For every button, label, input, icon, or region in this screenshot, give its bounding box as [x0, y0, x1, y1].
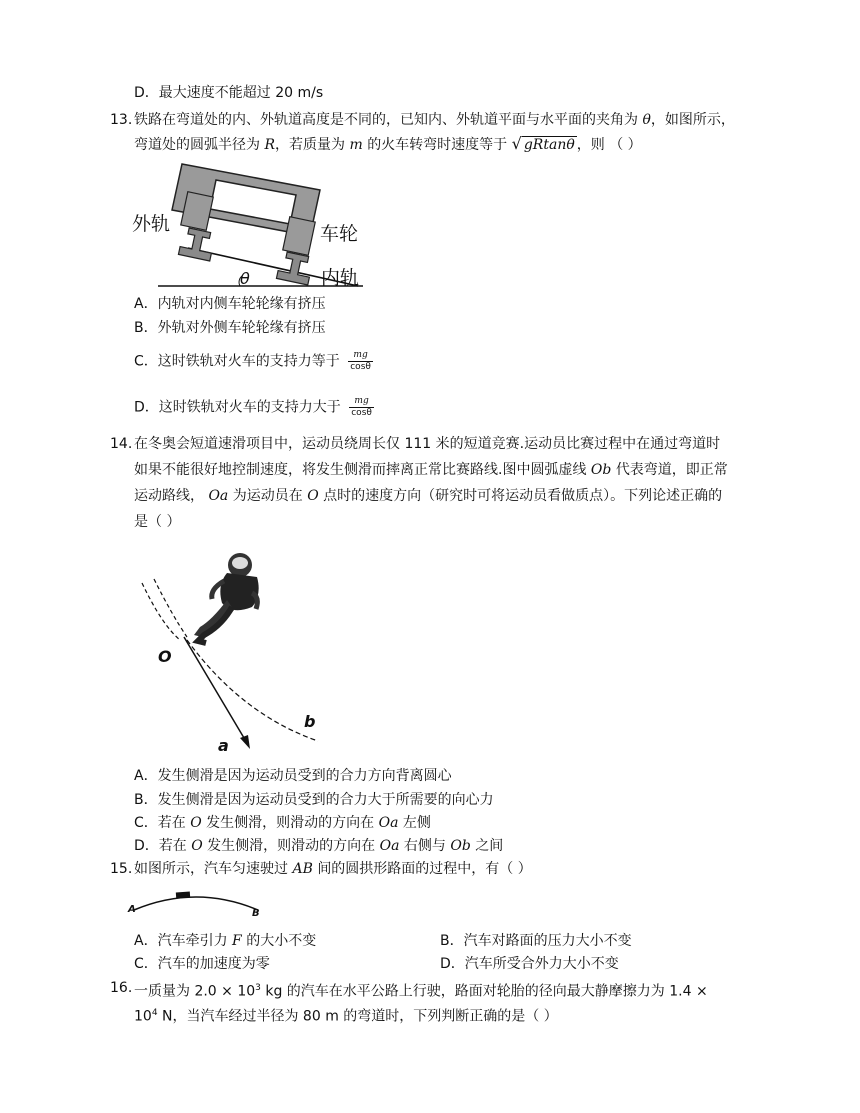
q15-stem: 如图所示，汽车匀速驶过 AB 间的圆拱形路面的过程中，有（ ） [134, 861, 532, 877]
label-wheel: 车轮 [320, 223, 359, 245]
q14-stem-line1: 在冬奥会短道速滑项目中，运动员绕周长仅 111 米的短道竞赛.运动员比赛过程中在通过弯道时 [134, 436, 721, 452]
q14-stem-line2: 如果不能很好地控制速度，将发生侧滑而摔离正常比赛路线.图中圆弧虚线 Ob 代表弯道，即正常 [134, 462, 728, 478]
q13-option-c: C．这时铁轨对火车的支持力等于 $\frac{mg}{\cos\theta}$ [134, 350, 371, 372]
q16-stem-line1: 一质量为 $2.0 \times 10^3$ kg 的汽车在水平公路上行驶，路面对轮胎的径向最大静摩擦力为 1.4 × [134, 983, 708, 1000]
q14-option-c: C．若在 O 发生侧滑，则滑动的方向在 Oa 左侧 [134, 815, 431, 831]
q15-option-d: D．汽车所受合外力大小不变 [440, 956, 619, 972]
q14-stem-line4: 是（ ） [134, 514, 181, 530]
q14-stem-line3: 运动路线， Oa 为运动员在 O 点时的速度方向（研究时可将运动员看做质点）。下列论述正确的 [134, 488, 723, 504]
q14-option-d: D．若在 O 发生侧滑，则滑动的方向在 Oa 右侧与 Ob 之间 [134, 838, 504, 854]
q15-option-b: B．汽车对路面的压力大小不变 [440, 933, 632, 949]
q13-figure-train-track [128, 154, 378, 294]
q13-option-a: A．内轨对内侧车轮轮缘有挤压 [134, 296, 326, 312]
q16-number: 16. [110, 980, 133, 996]
curve-ob [187, 640, 318, 741]
q14-option-b: B．发生侧滑是因为运动员受到的合力大于所需要的向心力 [134, 792, 494, 808]
arch-road [134, 897, 258, 910]
q15-number: 15. [110, 861, 133, 877]
skater-silhouette [194, 553, 259, 643]
label-outer-rail: 外轨 [132, 213, 171, 235]
q12-option-d: D．最大速度不能超过 20 m/s [134, 85, 324, 101]
fraction-mg-cos: $\frac{mg}{\cos\theta}$ [351, 396, 372, 418]
car-icon [176, 892, 190, 899]
q15-option-a: A．汽车牵引力 F 的大小不变 [134, 933, 317, 949]
arrow-oa-line [184, 637, 247, 743]
label-A: A [128, 904, 136, 915]
q13-option-d: D．这时铁轨对火车的支持力大于 $\frac{mg}{\cos\theta}$ [134, 396, 372, 418]
sqrt-expression: √ gRtanθ [511, 134, 575, 153]
arrow-oa-head [240, 735, 250, 749]
label-inner-rail: 内轨 [321, 267, 360, 289]
label-b: b [304, 712, 316, 731]
q14-figure-skater [132, 545, 332, 755]
q15-option-c: C．汽车的加速度为零 [134, 956, 270, 972]
label-a: a [218, 736, 229, 755]
q16-stem-line2: $10^4$ N，当汽车经过半径为 80 m 的弯道时，下列判断正确的是（ ） [134, 1008, 558, 1025]
dashed-line-right [154, 579, 187, 637]
q13-stem-line2: 弯道处的圆弧半径为 R，若质量为 m 的火车转弯时速度等于 √ gRtanθ ，则 （ ） [134, 134, 642, 153]
q14-number: 14. [110, 436, 133, 452]
label-B: B [252, 908, 260, 919]
q13-stem-line1: 铁路在弯道处的内、外轨道高度是不同的，已知内、外轨道平面与水平面的夹角为 θ，如图所示， [134, 112, 735, 128]
inner-rail [276, 251, 313, 285]
label-theta: θ [240, 269, 250, 288]
fraction-mg-cos: $\frac{mg}{\cos\theta}$ [350, 350, 371, 372]
q15-figure-arch-road [126, 888, 266, 920]
q13-option-b: B．外轨对外侧车轮轮缘有挤压 [134, 320, 326, 336]
label-O: O [158, 647, 172, 666]
outer-rail [178, 227, 215, 261]
q13-number: 13. [110, 112, 133, 128]
q14-option-a: A．发生侧滑是因为运动员受到的合力方向背离圆心 [134, 768, 452, 784]
